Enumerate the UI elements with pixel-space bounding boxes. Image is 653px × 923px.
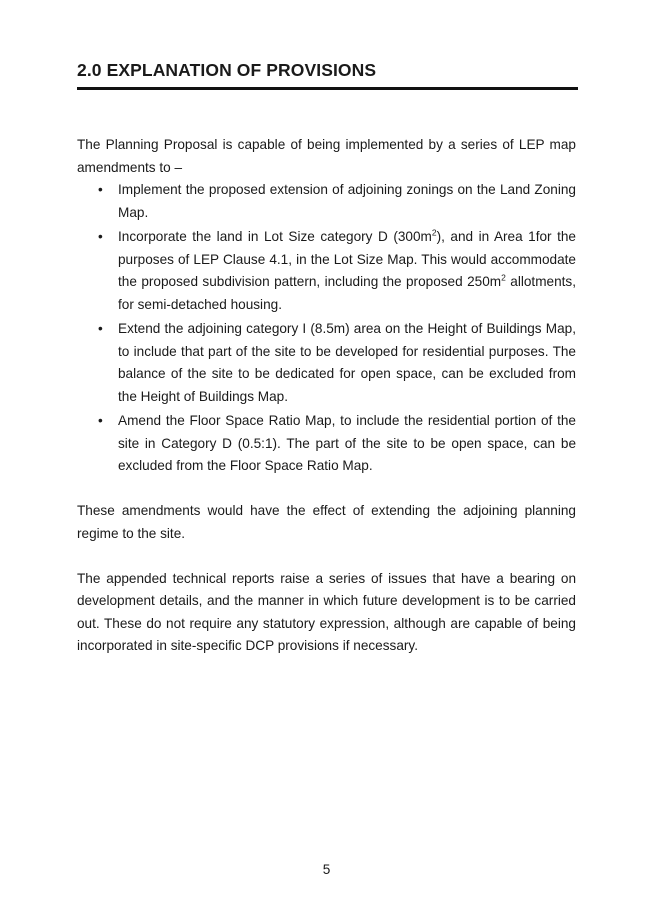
bullet-text-1: Implement the proposed extension of adjoining zonings on the Land Zoning Map. <box>118 182 576 220</box>
bullet-icon: • <box>98 229 103 244</box>
bullet-text-3: Extend the adjoining category I (8.5m) area on the Height of Buildings Map, to include that part of the site to be developed for residential purposes. The balance of the site to be dedicated for open space, can be excluded from the Height of Buildings Map. <box>118 321 576 404</box>
section-body <box>77 134 576 658</box>
page-number: 5 <box>322 862 331 877</box>
bullet-text-2-part-b: ), and in Area 1for the purposes of LEP Clause 4.1, in the Lot Size Map. This would accommodate the proposed subdivision pattern, including the proposed 250m <box>118 229 576 289</box>
amendments-list <box>77 179 576 478</box>
bullet-text-2-part-c: allotments, for semi-detached housing. <box>118 274 576 312</box>
superscript-2: 2 <box>501 272 506 283</box>
effect-paragraph: These amendments would have the effect of extending the adjoining planning regime to the site. <box>77 503 576 541</box>
list-item <box>77 179 576 224</box>
intro-paragraph: The Planning Proposal is capable of being implemented by a series of LEP map amendments to – <box>77 137 576 175</box>
bullet-text-4: Amend the Floor Space Ratio Map, to include the residential portion of the site in Category D (0.5:1). The part of the site to be open space, can be excluded from the Floor Space Ratio Map. <box>118 413 576 473</box>
bullet-icon: • <box>98 413 103 428</box>
list-item <box>77 410 576 478</box>
superscript-2: 2 <box>431 227 437 238</box>
bullet-icon: • <box>98 182 103 197</box>
list-item <box>77 318 576 408</box>
section-heading-block <box>77 60 578 90</box>
bullet-text-2-part-a: Incorporate the land in Lot Size category D (300m <box>118 229 432 244</box>
bullet-icon: • <box>98 321 103 336</box>
list-item <box>77 226 576 316</box>
section-heading: 2.0 EXPLANATION OF PROVISIONS <box>77 60 377 80</box>
technical-reports-paragraph: The appended technical reports raise a series of issues that have a bearing on development details, and the manner in which future development is to be carried out. These do not require any statutory expression, although are capable of being incorporated in site-specific DCP provisions if necessary. <box>77 570 576 653</box>
heading-underline-rule <box>77 87 578 90</box>
